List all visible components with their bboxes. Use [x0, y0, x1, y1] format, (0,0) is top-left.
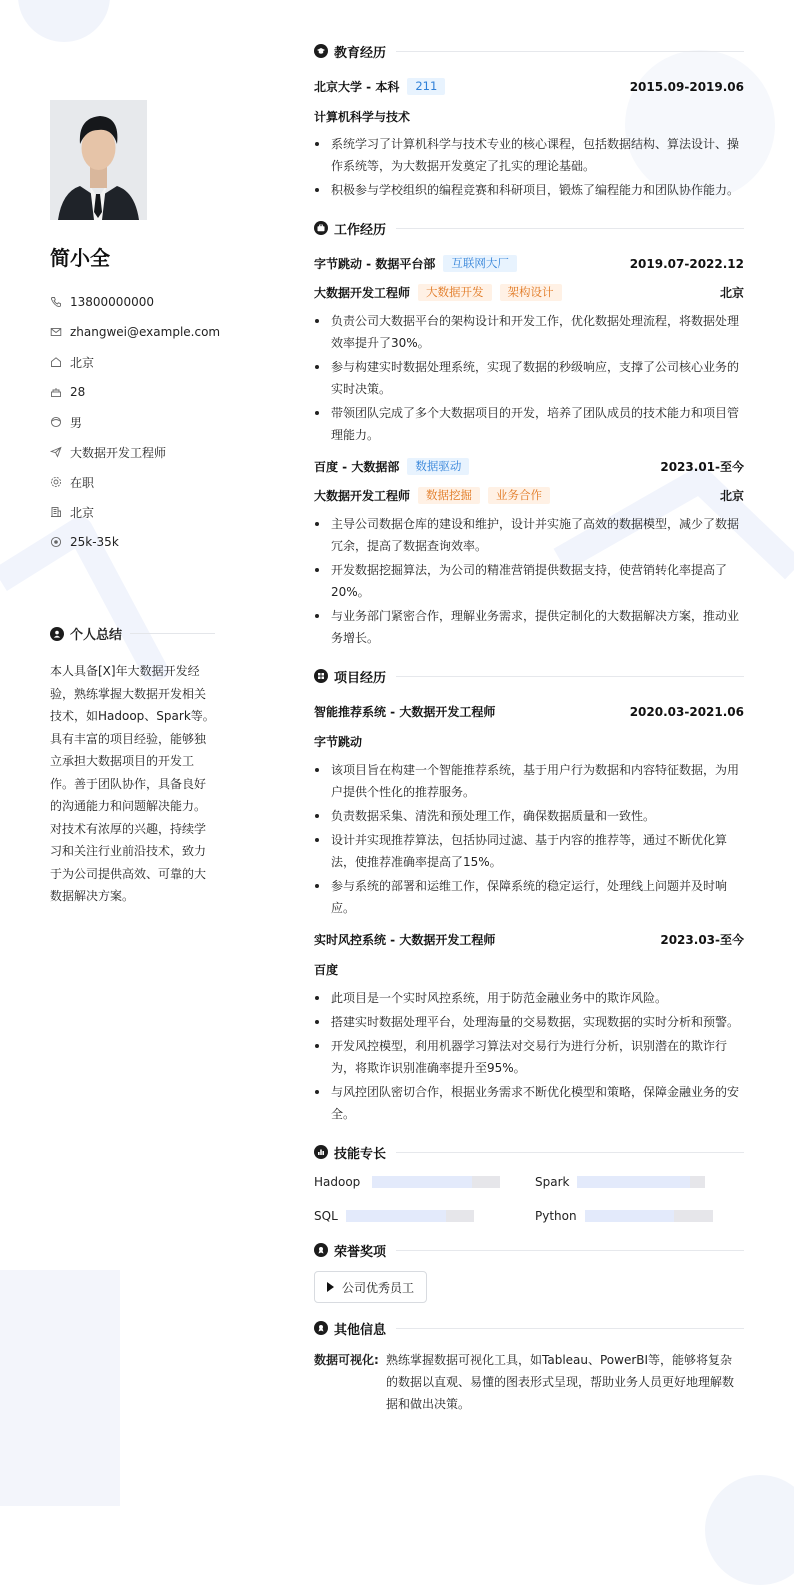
hometown-text: 北京	[70, 355, 95, 370]
skill-tag: 业务合作	[488, 487, 550, 504]
education-bullets	[314, 133, 744, 201]
info-row-age	[50, 377, 215, 407]
job-date: 2019.07-2022.12	[629, 256, 744, 271]
skill-tag: 大数据开发	[418, 284, 492, 301]
education-entry-header	[314, 78, 744, 95]
job-bullets	[314, 310, 744, 446]
avatar-photo	[50, 100, 147, 220]
education-title: 教育经历	[334, 45, 387, 61]
status-text: 在职	[70, 475, 95, 490]
skill-item	[535, 1207, 744, 1225]
list-item: 系统学习了计算机科学与技术专业的核心课程，包括数据结构、算法设计、操作系统等，为大数据开发奠定了扎实的理论基础。	[314, 133, 744, 177]
company-tag: 数据驱动	[407, 458, 469, 475]
position-text: 大数据开发工程师	[70, 445, 167, 460]
skill-name: Hadoop	[314, 1175, 361, 1189]
list-item: 主导公司数据仓库的建设和维护，设计并实施了高效的数据模型，减少了数据冗余，提高了数据查询效率。	[314, 513, 744, 557]
other-text: 熟练掌握数据可视化工具，如Tableau、PowerBI等，能够将复杂的数据以直观、易懂的图表形式呈现，帮助业务人员更好地理解数据和做出决策。	[386, 1353, 735, 1411]
project-entry-header	[314, 931, 744, 948]
building-icon	[50, 506, 62, 518]
job-position-row	[314, 284, 744, 301]
skill-tag: 数据挖掘	[418, 487, 480, 504]
list-item: 积极参与学校组织的编程竞赛和科研项目，锻炼了编程能力和团队协作能力。	[314, 179, 744, 201]
decor-block-bottom-left	[0, 1270, 120, 1506]
list-item: 带领团队完成了多个大数据项目的开发，培养了团队成员的技术能力和项目管理能力。	[314, 402, 744, 446]
project-company: 百度	[314, 963, 339, 977]
work-header	[314, 217, 744, 239]
project-bullets	[314, 987, 744, 1125]
gender-text: 男	[70, 415, 83, 430]
list-item: 与业务部门紧密合作，理解业务需求，提供定制化的大数据解决方案，推动业务增长。	[314, 605, 744, 649]
skill-name: Python	[535, 1209, 577, 1223]
skill-name: SQL	[314, 1209, 338, 1223]
work-title: 工作经历	[334, 222, 387, 238]
other-divider	[396, 1328, 744, 1329]
list-item: 开发风控模型，利用机器学习算法对交易行为进行分析，识别潜在的欺诈行为，将欺诈识别准确率提升至95%。	[314, 1035, 744, 1079]
summary-divider	[130, 633, 215, 634]
info-icon	[314, 1321, 328, 1335]
honor-item	[314, 1271, 427, 1303]
education-date: 2015.09-2019.06	[629, 79, 744, 94]
email-text: zhangwei@example.com	[70, 325, 221, 339]
skill-bar-remainder	[674, 1210, 712, 1222]
projects-header	[314, 665, 744, 687]
job-location: 北京	[719, 489, 744, 503]
skill-level-bar	[372, 1176, 500, 1188]
skills-grid	[314, 1173, 744, 1225]
project-bullets	[314, 759, 744, 919]
honor-label: 公司优秀员工	[342, 1280, 415, 1295]
project-name: 智能推荐系统 - 大数据开发工程师	[314, 705, 496, 719]
job-position: 大数据开发工程师	[314, 286, 411, 300]
grid-icon	[314, 669, 328, 683]
phone-icon	[50, 296, 62, 308]
phone-text: 13800000000	[70, 295, 154, 309]
honors-title: 荣誉奖项	[334, 1244, 387, 1260]
project-name: 实时风控系统 - 大数据开发工程师	[314, 933, 496, 947]
education-divider	[396, 51, 744, 52]
other-info-row	[314, 1349, 744, 1415]
project-date: 2023.03-至今	[660, 933, 744, 947]
info-row-salary	[50, 527, 215, 557]
summary-header	[50, 624, 215, 643]
home-icon	[50, 356, 62, 368]
work-divider	[396, 228, 744, 229]
briefcase-icon	[314, 221, 328, 235]
list-item: 与风控团队密切合作，根据业务需求不断优化模型和策略，保障金融业务的安全。	[314, 1081, 744, 1125]
skill-tag: 架构设计	[500, 284, 562, 301]
graduation-cap-icon	[314, 44, 328, 58]
project-company: 字节跳动	[314, 735, 363, 749]
skill-level-bar	[585, 1210, 713, 1222]
skill-level-bar	[346, 1210, 474, 1222]
school-name: 北京大学 - 本科	[314, 80, 400, 94]
honors-divider	[396, 1250, 744, 1251]
list-item: 设计并实现推荐算法，包括协同过滤、基于内容的推荐等，通过不断优化算法，使推荐准确率提高了15%。	[314, 829, 744, 873]
project-entry-header	[314, 703, 744, 720]
list-item: 参与构建实时数据处理系统，实现了数据的秒级响应，支撑了公司核心业务的实时决策。	[314, 356, 744, 400]
resume-main	[314, 40, 744, 1415]
info-row-phone	[50, 287, 215, 317]
profile-sidebar	[50, 100, 221, 557]
other-header	[314, 1317, 744, 1339]
skills-title: 技能专长	[334, 1146, 387, 1162]
salary-text: 25k-35k	[70, 535, 119, 549]
cake-icon	[50, 386, 62, 398]
status-icon	[50, 476, 62, 488]
summary-text: 本人具备[X]年大数据开发经验，熟练掌握大数据开发相关技术，如Hadoop、Spark等。具有丰富的项目经验，能够独立承担大数据项目的开发工作。善于团队协作，具备良好的沟通能力和问题解决能力。对技术有浓厚的兴趣，持续学习和关注行业前沿技术，致力于为公司提供高效、可靠的大数据解决方案。	[50, 664, 215, 903]
summary-title: 个人总结	[70, 628, 123, 643]
info-row-position	[50, 437, 215, 467]
play-icon	[327, 1282, 334, 1292]
list-item: 此项目是一个实时风控系统，用于防范金融业务中的欺诈风险。	[314, 987, 744, 1009]
decor-circle-top-left	[18, 0, 110, 42]
skills-header	[314, 1141, 744, 1163]
skill-level-bar	[577, 1176, 705, 1188]
gender-icon	[50, 416, 62, 428]
skill-bar-remainder	[446, 1210, 474, 1222]
mail-icon	[50, 326, 62, 338]
job-position: 大数据开发工程师	[314, 489, 411, 503]
job-position-row	[314, 487, 744, 504]
user-icon	[50, 627, 64, 641]
bar-chart-icon	[314, 1145, 328, 1159]
job-entry-header	[314, 458, 744, 475]
skills-divider	[396, 1152, 744, 1153]
skill-name: Spark	[535, 1175, 570, 1189]
list-item: 开发数据挖掘算法，为公司的精准营销提供数据支持，使营销转化率提高了20%。	[314, 559, 744, 603]
info-row-hometown	[50, 347, 215, 377]
job-location: 北京	[719, 286, 744, 300]
city-text: 北京	[70, 505, 95, 520]
other-title: 其他信息	[334, 1322, 387, 1338]
education-header	[314, 40, 744, 62]
skill-item	[314, 1207, 535, 1225]
list-item: 搭建实时数据处理平台，处理海量的交易数据，实现数据的实时分析和预警。	[314, 1011, 744, 1033]
projects-title: 项目经历	[334, 670, 387, 686]
skill-item	[535, 1173, 744, 1191]
job-entry-header	[314, 255, 744, 272]
job-company: 百度 - 大数据部	[314, 460, 400, 474]
company-tag: 互联网大厂	[443, 255, 517, 272]
contact-info-list	[50, 287, 221, 557]
age-text: 28	[70, 385, 86, 399]
info-row-email	[50, 317, 221, 347]
job-date: 2023.01-至今	[660, 460, 744, 474]
skill-bar-remainder	[472, 1176, 500, 1188]
school-tag: 211	[407, 78, 445, 95]
list-item: 负责数据采集、清洗和预处理工作，确保数据质量和一致性。	[314, 805, 744, 827]
info-row-status	[50, 467, 215, 497]
list-item: 参与系统的部署和运维工作，保障系统的稳定运行，处理线上问题并及时响应。	[314, 875, 744, 919]
send-icon	[50, 446, 62, 458]
major-name: 计算机科学与技术	[314, 110, 411, 124]
info-row-gender	[50, 407, 215, 437]
job-company: 字节跳动 - 数据平台部	[314, 257, 436, 271]
info-row-city	[50, 497, 215, 527]
list-item: 负责公司大数据平台的架构设计和开发工作，优化数据处理流程，将数据处理效率提升了30%。	[314, 310, 744, 354]
other-label: 数据可视化:	[314, 1353, 379, 1367]
award-icon	[314, 1243, 328, 1257]
honors-header	[314, 1239, 744, 1261]
skill-item	[314, 1173, 535, 1191]
job-bullets	[314, 513, 744, 649]
skill-bar-remainder	[690, 1176, 705, 1188]
decor-circle-bottom-right	[705, 1475, 794, 1585]
projects-divider	[396, 676, 744, 677]
candidate-name: 简小全	[50, 246, 110, 270]
salary-icon	[50, 536, 62, 548]
project-date: 2020.03-2021.06	[629, 704, 744, 719]
list-item: 该项目旨在构建一个智能推荐系统，基于用户行为数据和内容特征数据，为用户提供个性化的推荐服务。	[314, 759, 744, 803]
